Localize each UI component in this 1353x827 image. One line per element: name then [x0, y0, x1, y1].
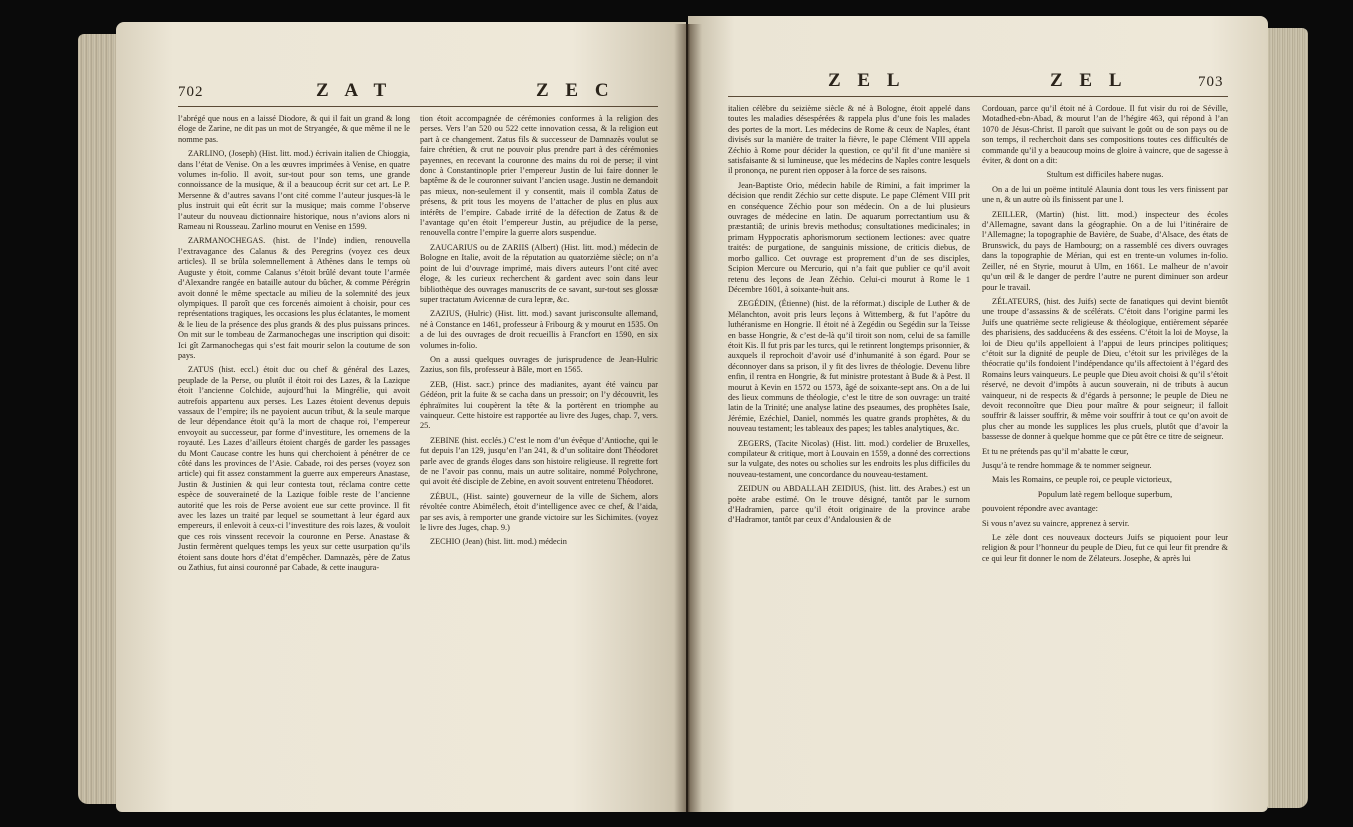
open-book	[78, 14, 1308, 822]
text-paragraph: ZÉLATEURS, (hist. des Juifs) secte de fanatiques qui devint bientôt une troupe d’assassins & de scélérats. C’étoit dans l’origine parmi les Juifs une quatrième secte religieuse & théologique, entièrement séparée des pharisiens, des sadducéens & des esséens. C’étoit la loi de Moyse, la loi de Dieu qu’ils appelloient à l’appui de leurs principes politiques; c’étoit sur la dignité de peuple de Dieu, c’étoit sur les privilèges de la théocratie qu’ils fondoient l’indépendance qu’ils affectoient à l’égard des Romains leurs vainqueurs. Le peuple que Dieu avoit choisi & qu’il s’étoit réservé, ne devoit d’impôts à aucun souverain, ni de tributs à aucun vainqueur, ni de respects & d’égards à personne; le peuple de Dieu ne devoit reconnoître que Dieu pour maître & pour seigneur; il falloit souffrir & laisser souffrir, & même voir souffrir à tout ce qu’on avoit de plus cher au monde les supplices les plus cruels, plutôt que d’avoir la bassesse de donner à quelque homme que ce pût être ce titre de seigneur.	[982, 296, 1228, 442]
text-paragraph: Le zèle dont ces nouveaux docteurs Juifs se piquoient pour leur religion & pour l’honneur du peuple de Dieu, fut ce qui leur fit prendre & ce qui leur fit donner le nom de Zélateurs. Josephe, & après lui	[982, 533, 1228, 563]
left-running-head-left: Z A T	[316, 80, 393, 101]
text-paragraph: pouvoient répondre avec avantage:	[982, 504, 1098, 514]
right-column-2	[982, 104, 1228, 804]
right-running-head-right: Z E L	[1050, 70, 1128, 91]
text-paragraph: ZAZIUS, (Hulric) (Hist. litt. mod.) savant jurisconsulte allemand, né à Constance en 1461, professeur à Fribourg & y mourut en 1535. On a de lui des ouvrages de droit recueillis à Francfort en 1590, en six volumes in-folio.	[420, 309, 658, 350]
text-paragraph: Et tu ne prétends pas qu’il m’abatte le cœur,	[982, 446, 1129, 456]
left-page-edges	[78, 34, 120, 804]
right-page	[688, 16, 1268, 812]
text-paragraph: ZARLINO, (Joseph) (Hist. litt. mod.) écrivain italien de Chioggia, dans l’état de Venise. On a les œuvres imprimées à Venise, en quatre volumes in-folio. Il avoit, sur-tout pour son tems, une grande connoissance de la musique, & il a beaucoup écrit sur cet art. Le P. Mersenne & d’autres savans l’ont cité comme l’auteur jusques-là le plus instruit qui eût écrit sur la musique; mais comme l’observe l’auteur du nouveau dictionnaire historique, nous n’avions alors ni Rameau ni Rousseau. Zarlino mourut en Venise en 1599.	[178, 149, 410, 232]
left-column-1	[178, 114, 410, 804]
right-running-head-left: Z E L	[828, 70, 906, 91]
left-head-rule	[178, 106, 658, 107]
text-paragraph: ZEGERS, (Tacite Nicolas) (Hist. litt. mod.) cordelier de Bruxelles, compilateur & critique, mort à Louvain en 1559, a donné des corrections sur la vulgate, des notes ou scholies sur les endroits les plus difficiles du nouveau-testament, une concordance du nouveau-testament.	[728, 438, 970, 479]
right-column-1	[728, 104, 970, 804]
text-paragraph: ZARMANOCHEGAS. (hist. de l’Inde) indien, renouvella l’extravagance des Calanus & des Peregrins (voyez ces deux articles). Il se brûla solemnellement à Athènes dans le temps où Auguste y étoit, comme Calanus s’étoit brûlé devant toute l’armée d’Alexandre rangée en bataille autour du bûcher, & comme Pérégrin avoit donné le même spectacle au milieu de la solemnité des jeux olympiques. Il paroît que ces forcenés aimoient à choisir, pour ces représentations tragiques, les occasions les plus éclatantes, le moment & le lieu de la présence des plus grands & des plus puissans princes. On mit sur le tombeau de Zarmanochegas une inscription qui disoit: Ici gît Zarmanochegas qui s’est fait mourir selon la coutume de son pays.	[178, 236, 410, 360]
text-paragraph: ZEBINE (hist. ecclés.) C’est le nom d’un évêque d’Antioche, qui le fut depuis l’an 129, jusqu’en l’an 241, & d’un solitaire dont Théodoret parle avec de grands éloges dans son histoire religieuse. Il regrette fort de ne l’avoir pas connu, mais un autre solitaire, nommé Polychrone, qui avoit été disciple de Zebine, en avoit souvent entretenu Théodoret.	[420, 435, 658, 487]
text-paragraph: ZEIDUN ou ABDALLAH ZEIDIUS, (hist. litt. des Arabes.) est un poète arabe estimé. On le trouve désigné, tantôt par le surnom d’Hadramien, parce qu’il étoit originaire de la province arabe d’Hadramor, tantôt par ceux d’Andalousien & de	[728, 484, 970, 525]
text-paragraph: ZEGÉDIN, (Étienne) (hist. de la réformat.) disciple de Luther & de Mélanchton, avoit pris leurs leçons à Wittemberg, & fut l’apôtre du luthéranisme en Hongrie. Il étoit né à Zegédin ou Segédin sur la Teisse en basse Hongrie, & c’est de-là qu’il tiroit son nom, celui de sa famille étoit Kis. Il fut pris par les turcs, qui le retinrent longtemps prisonnier, & auxquels il reprochoit d’avoir usé d’inhumanité à son égard. Pour se déconnoyer dans sa prison, il y fit des livres de théologie. Devenu libre enfin, il rentra en Hongrie, & fut ministre protestant à Bude & à Pest. Il mourut à Kevin en 1572 ou 1573, âgé de soixante-sept ans. On a de lui des lieux communs de théologie, c’est le titre de son ouvrage: un traité latin de la Trinité; une analyse latine des pseaumes, des prophètes Isaïe, Jérémie, Ezéchiel, Daniel, nommés les quatre grands prophètes, & du nouveau testament; les tableaux des papes; les tables analytiques, &c.	[728, 299, 970, 434]
text-paragraph: Jean-Baptiste Orio, médecin habile de Rimini, a fait imprimer la décision que rendit Zéchio sur cette dispute. Le pape Clément VIII prit en conséquence Zéchio pour son médecin. On a de lui plusieurs ouvrages de médecine en latin. De aquarum porrectantium usu & præstantiâ; de urinis brevis methodus; consultationes medicinales; in primam Hyppocratis aphorismorum sectionem lectiones: avec quatre traités: de purgatione, de sanguinis missione, de criticis diebus, de morbo gallico. Cet ouvrage est proprement d’un de ses disciples, Scipion Mercure ou Mercurio, qui n’a fait que publier ce qu’il avoit retenu des leçons de Jean Zéchio. Celui-ci mourut à Rome le 1 Décembre 1601, à soixante-huit ans.	[728, 180, 970, 294]
right-page-edges	[1268, 28, 1308, 808]
text-paragraph: ZEB, (Hist. sacr.) prince des madianites, ayant été vaincu par Gédéon, prit la fuite & se cacha dans un pressoir; on l’y découvrit, les éphraïmites lui coupèrent la tête & la portèrent en triomphe au vainqueur. Cette histoire est rapportée au livre des Juges, chap. 7, vers. 25.	[420, 379, 658, 431]
right-head-rule	[728, 96, 1228, 97]
text-paragraph: italien célèbre du seizième siècle & né à Bologne, étoit appelé dans toutes les maladies désespérées & rappela plus d’une fois les malades des portes de la mort. Les médecins de Rome & ceux de Naples, étant divisés sur la manière de traiter la fièvre, le pape Clément VIII appela Zéchio à Rome pour décider la question, ce qu’il fit d’une manière si satisfaisante & si lumineuse, que les médecins de Naples contre lesquels il prononça, ne purent rien opposer à la force de ses raisons.	[728, 104, 970, 176]
text-paragraph: On a aussi quelques ouvrages de jurisprudence de Jean-Hulric Zazius, son fils, professeur à Bâle, mort en 1565.	[420, 354, 658, 375]
text-paragraph: Jusqu’à te rendre hommage & te nommer seigneur.	[982, 461, 1152, 470]
text-paragraph: ZECHIO (Jean) (hist. litt. mod.) médecin	[430, 537, 567, 547]
text-paragraph: Mais les Romains, ce peuple roi, ce peuple victorieux,	[992, 475, 1172, 485]
left-running-head-right: Z E C	[536, 80, 615, 101]
text-paragraph: Stultum est difficiles habere nugas.	[1046, 170, 1164, 180]
left-column-2	[420, 114, 658, 804]
text-paragraph: Si vous n’avez su vaincre, apprenez à servir.	[982, 518, 1130, 528]
left-page-number: 702	[178, 84, 204, 100]
text-paragraph: l’abrégé que nous en a laissé Diodore, & qui il fait un grand & long éloge de Zarine, ne dit pas un mot de Stryangée, & que même il ne le nomme pas.	[178, 114, 410, 144]
text-paragraph: ZATUS (hist. eccl.) étoit duc ou chef & général des Lazes, peuplade de la Perse, ou plutôt il étoit roi des Lazes, & la Lazique étoit l’ancienne Colchide, aujourd’hui la Mingrélie, qui avoit autrefois appartenu aux perses. Les Lazes étoient devenus depuis vassaux de l’empire; ils ne payoient aucun tribut, & la seule marque de leur dépendance étoit qu’à la mort de chaque roi, l’empereur envoyoit au successeur, par forme d’investiture, les ornemens de la royauté. Les Lazes d’ailleurs étoient chargés de garder les passages du Mont Caucase contre les huns qui cherchoient à pénétrer de ce côté dans les provinces de l’Asie. Cabade, roi des perses (voyez son article) qui fit assez constamment la guerre aux empereurs Anastase, Justin & Justinien & qui leur contesta tout, réclama contre cette espèce de souveraineté de la Lazique foible reste de l’ancienne autorité que les rois de Perse avoient eue sur cette province. Il fit avec les lazes un traité par lequel se soumettant à leur égard aux empereurs, il enlevoit à ceux-ci l’investiture des rois lazes, & vouloit que ces rois vinssent recevoir la couronne en Perse. Anastase & Justin fermèrent quelques temps les yeux sur cette usurpation qu’ils étoient sans doute hors d’état d’empêcher. Damnazès, père de Zatus ou Zathius, fut ainsi couronné par Cabade, & cette inaugura-	[178, 365, 410, 573]
text-paragraph: ZÉBUL, (Hist. sainte) gouverneur de la ville de Sichem, alors révoltée contre Abimélech, étoit d’intelligence avec ce chef, & l’aida, par ses avis, à remporter une grande victoire sur les Sichimites. (voyez le livre des Juges, chap. 9.)	[420, 491, 658, 533]
text-paragraph: Populum latè regem belloque superbum,	[1037, 489, 1173, 499]
text-paragraph: ZEILLER, (Martin) (hist. litt. mod.) inspecteur des écoles d’Allemagne, savant dans la géographie. On a de lui l’itinéraire de l’Allemagne; la topographie de Bavière, de Suabe, d’Alsace, des états de Brunswick, du pays de Hambourg; on a rassemblé ces divers ouvrages dans la topographie de Mérian, qui est en trente-un volumes in-folio. Zeiller, né en Styrie, mourut à Ulm, en 1661. Le malheur de n’avoir qu’un œil & le danger de perdre l’autre ne purent diminuer son ardeur pour le travail.	[982, 209, 1228, 292]
right-page-number: 703	[1198, 74, 1224, 90]
text-paragraph: ZAUCARIUS ou de ZARIIS (Albert) (Hist. litt. mod.) médecin de Bologne en Italie, avoit de la réputation au quatorzième siècle; on n’a point de lui d’ouvrage imprimé, mais divers auteurs l’ont cité avec éloge, & les curieux recherchent & gardent avec soin dans leur bibliothèque des ouvrages manuscrits de ce savant, sur-tout ses glossæ super tractatum Avicennæ de cura lepræ, &c.	[420, 242, 658, 304]
text-paragraph: tion étoit accompagnée de cérémonies conformes à la religion des perses. Vers l’an 520 ou 522 cette innovation cessa, & la religion eut part à ce changement. Zatus fils & successeur de Damnazès voulut se faire chrétien, & crut ne pouvoir plus prendre part à des cérémonies payennes, en recevant la couronne des mains du roi de perse; il vint donc à Constantinople prier l’empereur Justin de lui faire donner le baptême & de le couronner suivant l’ancien usage. Justin ne demandoit pas mieux, non-seulement il y consentit, mais il combla Zatus de présens, & prit tous les moyens de l’attacher de plus en plus aux intérêts de l’empire. Cabade irrité de la défection de Zatus & de l’avantage qu’en étoit l’empereur Justin, au préjudice de la perse, renouvella contre l’empire la guerre alors suspendue.	[420, 114, 658, 238]
text-paragraph: Cordouan, parce qu’il étoit né à Cordoue. Il fut visir du roi de Séville, Motadhed-ebn-Abad, & mourut l’an de l’hégire 463, qui répond à l’an 1070 de Jésus-Christ. Il paroît que suivant le goût ou de son pays ou de son temps, il recherchoit dans ses compositions toutes ces difficultés de commande qu’il y a beaucoup moins de gloire à vaincre, que de sagesse à éviter, & dont on a dit:	[982, 104, 1228, 166]
text-paragraph: On a de lui un poëme intitulé Alaunia dont tous les vers finissent par une n, & un autre où ils finissent par une l.	[982, 184, 1228, 205]
book-gutter	[674, 24, 702, 812]
left-page	[116, 22, 686, 812]
